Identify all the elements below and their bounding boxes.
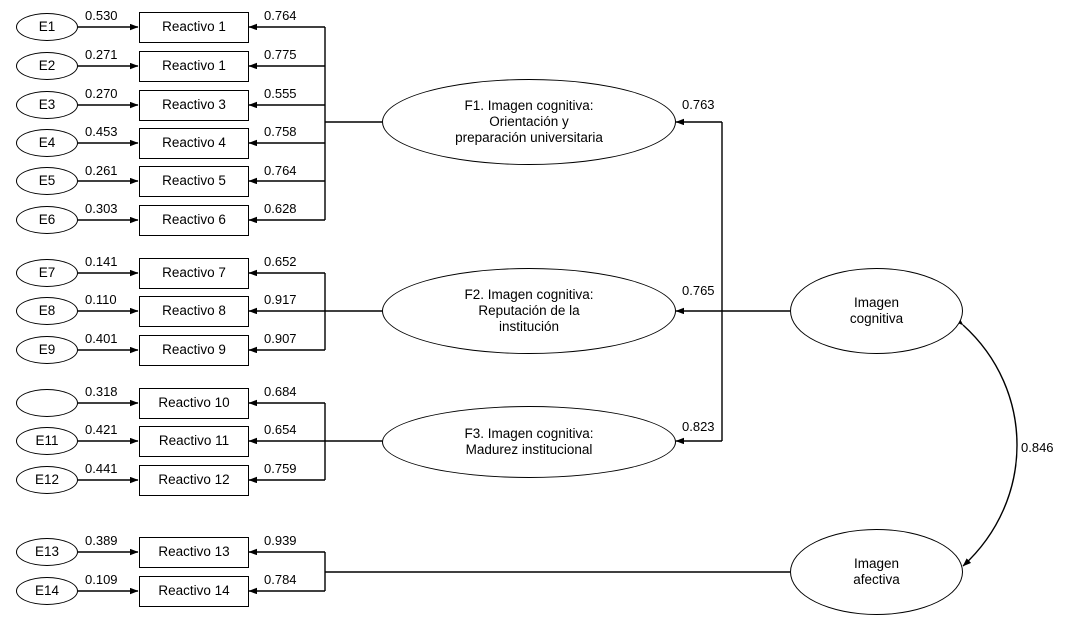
item-node-reactivo-4: [139, 128, 249, 159]
item-node-reactivo-7: [139, 258, 249, 289]
path-loading-f2: 0.765: [682, 283, 715, 298]
item-loading-i12: 0.759: [264, 461, 297, 476]
item-loading-i4: 0.758: [264, 124, 297, 139]
error-label: E13: [34, 543, 60, 559]
item-label: Reactivo 1: [162, 58, 226, 74]
latent-line-1: Imagen: [853, 555, 900, 571]
error-node-e12: [16, 466, 78, 494]
factor-line-1: F2. Imagen cognitiva:: [464, 286, 594, 302]
error-node-e1: [16, 13, 78, 41]
item-loading-i2: 0.775: [264, 47, 297, 62]
error-loading-e2: 0.271: [85, 47, 118, 62]
error-label: E14: [34, 582, 60, 598]
error-node-e7: [16, 259, 78, 287]
error-loading-e1: 0.530: [85, 8, 118, 23]
error-label: E12: [34, 471, 60, 487]
item-loading-i10: 0.684: [264, 384, 297, 399]
item-node-reactivo-10: [139, 388, 249, 419]
error-label: E8: [38, 302, 56, 318]
item-loading-i1: 0.764: [264, 8, 297, 23]
error-loading-e10: 0.318: [85, 384, 118, 399]
error-loading-e5: 0.261: [85, 163, 118, 178]
latent-node-imagen-cognitiva: [790, 268, 963, 354]
item-node-reactivo-1a: [139, 12, 249, 43]
error-loading-e4: 0.453: [85, 124, 118, 139]
error-loading-e3: 0.270: [85, 86, 118, 101]
error-node-e6: [16, 206, 78, 234]
item-label: Reactivo 14: [158, 583, 230, 599]
factor-line-1: F1. Imagen cognitiva:: [464, 97, 594, 113]
error-label: E4: [38, 134, 56, 150]
factor-line-3: preparación universitaria: [455, 130, 603, 146]
error-loading-e7: 0.141: [85, 254, 118, 269]
item-label: Reactivo 8: [162, 303, 226, 319]
error-loading-e11: 0.421: [85, 422, 118, 437]
item-loading-i3: 0.555: [264, 86, 297, 101]
error-loading-e6: 0.303: [85, 201, 118, 216]
item-label: Reactivo 10: [158, 395, 230, 411]
item-node-reactivo-3: [139, 90, 249, 121]
item-loading-i5: 0.764: [264, 163, 297, 178]
item-label: Reactivo 9: [162, 342, 226, 358]
error-node-e10: [16, 389, 78, 417]
item-loading-i11: 0.654: [264, 422, 297, 437]
factor-node-f3: [382, 406, 676, 478]
error-node-e4: [16, 129, 78, 157]
item-loading-i7: 0.652: [264, 254, 297, 269]
item-label: Reactivo 4: [162, 135, 226, 151]
latent-node-imagen-afectiva: [790, 529, 963, 615]
error-label: E11: [35, 432, 59, 448]
item-node-reactivo-6: [139, 205, 249, 236]
item-loading-i6: 0.628: [264, 201, 297, 216]
error-node-e3: [16, 91, 78, 119]
error-node-e5: [16, 167, 78, 195]
item-loading-i9: 0.907: [264, 331, 297, 346]
item-node-reactivo-14: [139, 576, 249, 607]
error-label: E9: [38, 341, 56, 357]
error-label: E7: [38, 264, 56, 280]
error-node-e13: [16, 538, 78, 566]
error-label: E3: [38, 96, 56, 112]
item-node-reactivo-9: [139, 335, 249, 366]
factor-line-2: Madurez institucional: [465, 442, 593, 457]
error-node-e2: [16, 52, 78, 80]
error-node-e11: [16, 427, 78, 455]
error-label: E5: [38, 172, 56, 188]
factor-node-f1: [382, 79, 676, 165]
error-loading-e12: 0.441: [85, 461, 118, 476]
error-loading-e14: 0.109: [85, 572, 118, 587]
item-node-reactivo-12: [139, 465, 249, 496]
error-node-e8: [16, 297, 78, 325]
error-label: E2: [38, 57, 56, 73]
item-loading-i13: 0.939: [264, 533, 297, 548]
item-loading-i14: 0.784: [264, 572, 297, 587]
error-loading-e9: 0.401: [85, 331, 118, 346]
item-label: Reactivo 1: [162, 19, 226, 35]
latent-line-2: cognitiva: [849, 311, 904, 326]
error-loading-e13: 0.389: [85, 533, 118, 548]
path-loading-f1: 0.763: [682, 97, 715, 112]
factor-line-2: Orientación y: [489, 113, 569, 129]
error-node-e9: [16, 336, 78, 364]
item-loading-i8: 0.917: [264, 292, 297, 307]
error-node-e14: [16, 577, 78, 605]
error-label: E1: [38, 18, 56, 34]
factor-line-3: institución: [498, 319, 560, 335]
item-node-reactivo-1b: [139, 51, 249, 82]
item-label: Reactivo 6: [162, 212, 226, 228]
error-label: E6: [38, 211, 56, 227]
item-node-reactivo-5: [139, 166, 249, 197]
item-label: Reactivo 7: [162, 265, 226, 281]
item-label: Reactivo 13: [158, 544, 230, 560]
item-label: Reactivo 11: [158, 433, 230, 449]
item-node-reactivo-11: [139, 426, 249, 457]
correlation-label: 0.846: [1021, 440, 1054, 455]
factor-node-f2: [382, 268, 676, 354]
item-label: Reactivo 5: [162, 173, 226, 189]
path-loading-f3: 0.823: [682, 419, 715, 434]
factor-line-2: Reputación de la: [478, 302, 580, 318]
item-node-reactivo-13: [139, 537, 249, 568]
factor-line-1: F3. Imagen cognitiva:: [464, 425, 594, 441]
error-loading-e8: 0.110: [85, 292, 117, 307]
item-node-reactivo-8: [139, 296, 249, 327]
latent-line-2: afectiva: [853, 572, 900, 587]
item-label: Reactivo 3: [162, 97, 226, 113]
latent-line-1: Imagen: [853, 294, 900, 310]
item-label: Reactivo 12: [158, 472, 230, 488]
